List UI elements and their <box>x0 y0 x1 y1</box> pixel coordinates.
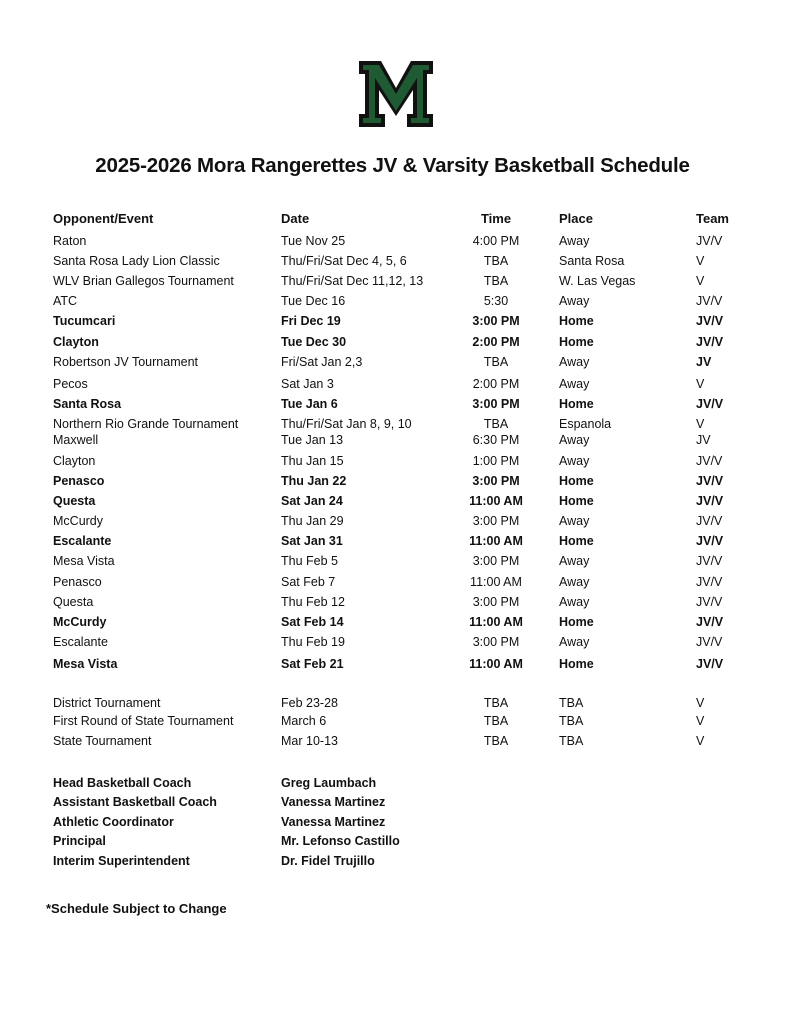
cell-date: Thu Feb 5 <box>281 554 338 568</box>
table-row <box>0 232 791 250</box>
cell-date: Sat Feb 21 <box>281 657 344 671</box>
cell-date: Thu/Fri/Sat Dec 4, 5, 6 <box>281 254 407 268</box>
cell-team: JV/V <box>696 494 724 508</box>
cell-place: Home <box>559 615 594 629</box>
cell-opponent: McCurdy <box>53 514 104 528</box>
cell-opponent: Mesa Vista <box>53 554 115 568</box>
cell-date: Tue Nov 25 <box>281 234 346 248</box>
cell-opponent: Tucumcari <box>53 314 116 328</box>
cell-date: Fri Dec 19 <box>281 314 341 328</box>
cell-place: Away <box>559 454 590 468</box>
header-team: Team <box>696 211 729 226</box>
cell-place: Away <box>559 433 590 447</box>
cell-team: JV/V <box>696 595 723 609</box>
cell-time: 11:00 AM <box>469 657 523 671</box>
cell-team: V <box>696 714 705 728</box>
cell-opponent: Pecos <box>53 377 88 391</box>
cell-opponent: Northern Rio Grande Tournament <box>53 417 239 431</box>
header-opponent: Opponent/Event <box>53 211 154 226</box>
table-row <box>0 252 791 270</box>
cell-place: Away <box>559 355 590 369</box>
cell-team: V <box>696 734 705 748</box>
cell-place: W. Las Vegas <box>559 274 636 288</box>
cell-time: 3:00 PM <box>472 595 520 609</box>
table-row <box>0 312 791 330</box>
cell-team: V <box>696 696 705 710</box>
footnote: *Schedule Subject to Change <box>46 901 227 916</box>
cell-place: Away <box>559 635 590 649</box>
cell-opponent: McCurdy <box>53 615 107 629</box>
table-row <box>0 492 791 510</box>
cell-opponent: Penasco <box>53 474 105 488</box>
cell-team: JV/V <box>696 615 724 629</box>
staff-name: Vanessa Martinez <box>281 795 386 809</box>
cell-opponent: Raton <box>53 234 87 248</box>
cell-place: Away <box>559 554 590 568</box>
cell-date: Tue Jan 13 <box>281 433 344 447</box>
cell-opponent: Santa Rosa Lady Lion Classic <box>53 254 220 268</box>
cell-date: Sat Jan 3 <box>281 377 334 391</box>
table-row <box>0 395 791 413</box>
cell-date: Sat Jan 24 <box>281 494 343 508</box>
staff-name: Vanessa Martinez <box>281 815 386 829</box>
table-row <box>0 655 791 673</box>
cell-team: JV/V <box>696 657 724 671</box>
cell-team: JV/V <box>696 554 723 568</box>
cell-team: JV/V <box>696 575 723 589</box>
cell-opponent: District Tournament <box>53 696 161 710</box>
cell-team: JV/V <box>696 397 724 411</box>
cell-date: Sat Feb 7 <box>281 575 336 589</box>
staff-name: Greg Laumbach <box>281 776 377 790</box>
cell-time: TBA <box>483 734 509 748</box>
cell-place: Away <box>559 514 590 528</box>
table-row <box>0 593 791 611</box>
cell-team: JV <box>696 355 712 369</box>
cell-date: Thu Feb 19 <box>281 635 345 649</box>
cell-opponent: Clayton <box>53 454 96 468</box>
cell-date: Feb 23-28 <box>281 696 338 710</box>
staff-role: Principal <box>53 834 106 848</box>
cell-date: Thu Jan 15 <box>281 454 344 468</box>
table-row <box>0 633 791 651</box>
cell-place: Santa Rosa <box>559 254 625 268</box>
cell-place: Home <box>559 494 594 508</box>
table-row <box>0 613 791 631</box>
cell-place: TBA <box>559 714 584 728</box>
cell-team: JV/V <box>696 234 723 248</box>
table-row <box>0 333 791 351</box>
table-row <box>0 712 791 730</box>
cell-place: Espanola <box>559 417 612 431</box>
cell-opponent: First Round of State Tournament <box>53 714 234 728</box>
cell-team: V <box>696 417 705 431</box>
cell-team: JV/V <box>696 335 724 349</box>
cell-team: JV/V <box>696 635 723 649</box>
cell-time: 3:00 PM <box>472 514 520 528</box>
cell-place: Home <box>559 474 594 488</box>
cell-opponent: Mesa Vista <box>53 657 118 671</box>
cell-time: TBA <box>483 714 509 728</box>
cell-date: Sat Jan 31 <box>281 534 343 548</box>
cell-opponent: State Tournament <box>53 734 152 748</box>
cell-time: 11:00 AM <box>469 534 523 548</box>
cell-team: V <box>696 274 705 288</box>
cell-place: Away <box>559 234 590 248</box>
staff-row <box>0 852 791 870</box>
cell-opponent: Questa <box>53 595 94 609</box>
cell-time: TBA <box>483 274 509 288</box>
table-row <box>0 694 791 712</box>
cell-opponent: Santa Rosa <box>53 397 122 411</box>
cell-time: TBA <box>483 417 509 431</box>
table-row <box>0 732 791 750</box>
staff-name: Mr. Lefonso Castillo <box>281 834 400 848</box>
cell-team: V <box>696 377 705 391</box>
cell-place: Home <box>559 335 594 349</box>
header-place: Place <box>559 211 593 226</box>
table-row <box>0 353 791 371</box>
schedule-header-row <box>0 211 791 231</box>
cell-date: Mar 10-13 <box>281 734 338 748</box>
cell-place: Away <box>559 575 590 589</box>
cell-time: 3:00 PM <box>472 635 520 649</box>
staff-role: Head Basketball Coach <box>53 776 192 790</box>
cell-time: 3:00 PM <box>472 397 520 411</box>
cell-opponent: Escalante <box>53 635 108 649</box>
cell-time: 3:00 PM <box>472 314 520 328</box>
cell-team: JV/V <box>696 534 724 548</box>
cell-opponent: Clayton <box>53 335 99 349</box>
table-row <box>0 375 791 393</box>
table-row <box>0 472 791 490</box>
cell-date: March 6 <box>281 714 327 728</box>
table-row <box>0 292 791 310</box>
cell-time: 11:00 AM <box>469 615 523 629</box>
staff-role: Assistant Basketball Coach <box>53 795 217 809</box>
cell-place: Away <box>559 377 590 391</box>
cell-time: 11:00 AM <box>469 494 523 508</box>
cell-time: TBA <box>483 355 509 369</box>
cell-team: V <box>696 254 705 268</box>
cell-date: Tue Jan 6 <box>281 397 338 411</box>
staff-role: Interim Superintendent <box>53 854 190 868</box>
cell-time: TBA <box>483 254 509 268</box>
cell-team: JV/V <box>696 474 724 488</box>
cell-place: TBA <box>559 734 584 748</box>
cell-team: JV <box>696 433 711 447</box>
table-row <box>0 431 791 449</box>
cell-date: Thu Feb 12 <box>281 595 345 609</box>
header-date: Date <box>281 211 310 226</box>
table-row <box>0 272 791 290</box>
cell-team: JV/V <box>696 314 724 328</box>
cell-time: 1:00 PM <box>472 454 520 468</box>
table-row <box>0 532 791 550</box>
cell-time: 4:00 PM <box>472 234 520 248</box>
cell-date: Thu/Fri/Sat Jan 8, 9, 10 <box>281 417 412 431</box>
cell-time: 6:30 PM <box>472 433 520 447</box>
cell-time: 2:00 PM <box>472 377 520 391</box>
staff-role: Athletic Coordinator <box>53 815 174 829</box>
school-logo <box>357 58 435 130</box>
staff-row <box>0 774 791 792</box>
staff-name: Dr. Fidel Trujillo <box>281 854 375 868</box>
page-title: 2025-2026 Mora Rangerettes JV & Varsity Basketball Schedule <box>95 154 690 177</box>
cell-date: Thu Jan 22 <box>281 474 347 488</box>
staff-row <box>0 832 791 850</box>
cell-team: JV/V <box>696 454 723 468</box>
cell-opponent: Maxwell <box>53 433 99 447</box>
cell-opponent: WLV Brian Gallegos Tournament <box>53 274 234 288</box>
cell-opponent: Robertson JV Tournament <box>53 355 198 369</box>
cell-place: Home <box>559 534 594 548</box>
cell-place: Home <box>559 314 594 328</box>
cell-place: Away <box>559 294 590 308</box>
cell-place: Home <box>559 657 594 671</box>
table-row <box>0 452 791 470</box>
cell-place: TBA <box>559 696 584 710</box>
header-time: Time <box>480 211 512 226</box>
cell-team: JV/V <box>696 294 723 308</box>
cell-date: Fri/Sat Jan 2,3 <box>281 355 363 369</box>
table-row <box>0 573 791 591</box>
cell-date: Thu/Fri/Sat Dec 11,12, 13 <box>281 274 424 288</box>
cell-date: Tue Dec 16 <box>281 294 346 308</box>
table-row <box>0 512 791 530</box>
cell-team: JV/V <box>696 514 723 528</box>
cell-opponent: Penasco <box>53 575 102 589</box>
cell-opponent: Escalante <box>53 534 112 548</box>
staff-row <box>0 793 791 811</box>
cell-date: Sat Feb 14 <box>281 615 344 629</box>
cell-time: 3:00 PM <box>472 554 520 568</box>
cell-date: Tue Dec 30 <box>281 335 347 349</box>
table-row <box>0 552 791 570</box>
cell-time: 2:00 PM <box>472 335 520 349</box>
cell-time: 5:30 <box>483 294 509 308</box>
cell-place: Away <box>559 595 590 609</box>
staff-row <box>0 813 791 831</box>
cell-date: Thu Jan 29 <box>281 514 344 528</box>
cell-time: 11:00 AM <box>470 575 522 589</box>
cell-opponent: ATC <box>53 294 78 308</box>
cell-time: 3:00 PM <box>472 474 520 488</box>
cell-place: Home <box>559 397 594 411</box>
cell-opponent: Questa <box>53 494 96 508</box>
cell-time: TBA <box>483 696 509 710</box>
